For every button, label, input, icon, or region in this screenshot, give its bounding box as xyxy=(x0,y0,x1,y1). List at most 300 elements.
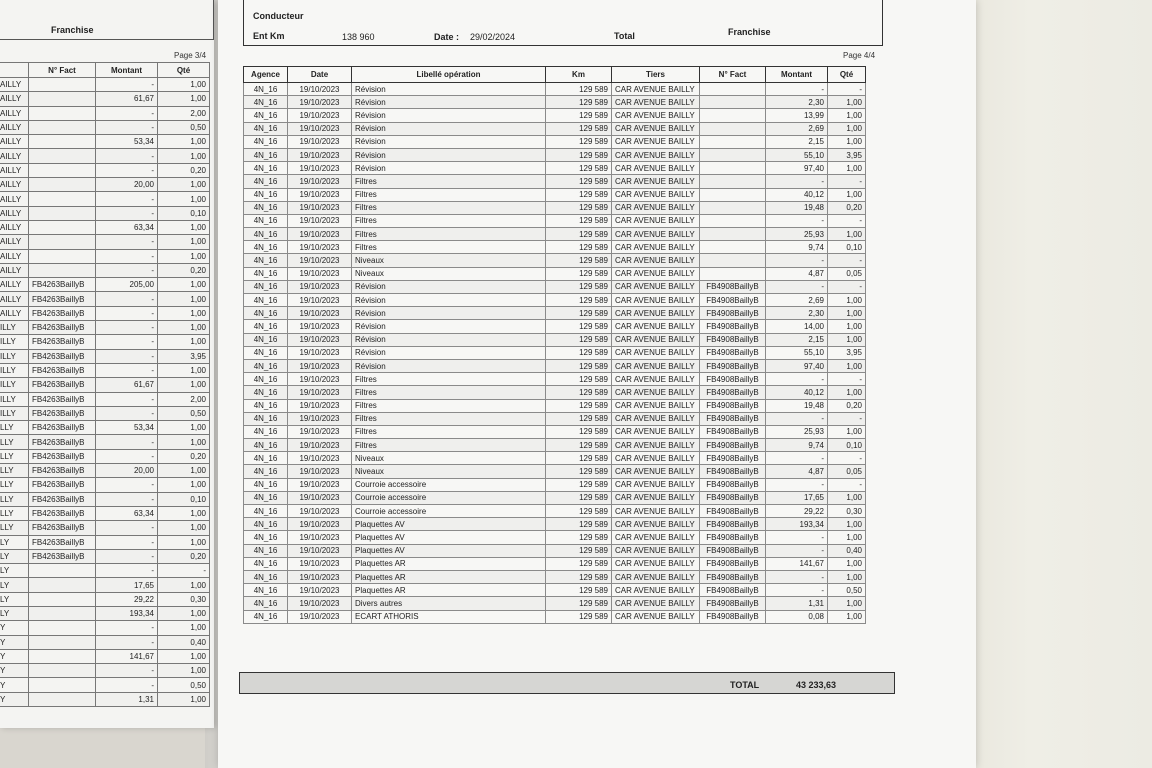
table-row xyxy=(0,292,210,306)
table-cell-agence: 4N_16 xyxy=(244,122,288,135)
table-cell-tiers: CAR AVENUE BAILLY xyxy=(612,333,700,346)
table-cell-tiers: LLY xyxy=(0,421,29,435)
table-cell-fact: FB4908BaillyB xyxy=(700,346,766,359)
table-row xyxy=(0,606,210,620)
table-cell-montant: - xyxy=(766,254,828,267)
table-cell-montant: - xyxy=(96,621,158,635)
table-cell-fact: FB4263BaillyB xyxy=(29,549,96,563)
table-cell-tiers: CAR AVENUE BAILLY xyxy=(612,346,700,359)
table-cell-agence: 4N_16 xyxy=(244,399,288,412)
table-row xyxy=(0,435,210,449)
table-cell-fact xyxy=(29,149,96,163)
table-cell-tiers: CAR AVENUE BAILLY xyxy=(612,201,700,214)
table-cell-date: 19/10/2023 xyxy=(288,254,352,267)
table-cell-km: 129 589 xyxy=(546,280,612,293)
table-cell-montant: 19,48 xyxy=(766,399,828,412)
table-cell-libelle: Révision xyxy=(352,333,546,346)
table-cell-km: 129 589 xyxy=(546,531,612,544)
table-cell-montant: 2,15 xyxy=(766,333,828,346)
table-cell-km: 129 589 xyxy=(546,610,612,623)
table-cell-fact: FB4908BaillyB xyxy=(700,439,766,452)
table-cell-montant: - xyxy=(96,163,158,177)
table-cell-montant: - xyxy=(766,214,828,227)
table-cell-tiers: CAR AVENUE BAILLY xyxy=(612,148,700,161)
table-cell-tiers: CAR AVENUE BAILLY xyxy=(612,531,700,544)
table-cell-qte: 1,00 xyxy=(828,320,866,333)
table-row xyxy=(244,109,866,122)
table-cell-qte: 0,40 xyxy=(828,544,866,557)
table-row xyxy=(0,206,210,220)
table-cell-agence: 4N_16 xyxy=(244,465,288,478)
table-cell-fact: FB4263BaillyB xyxy=(29,306,96,320)
table-cell-qte: 0,50 xyxy=(828,584,866,597)
table-cell-fact: FB4908BaillyB xyxy=(700,610,766,623)
main-page-header xyxy=(243,0,883,46)
table-cell-montant: 20,00 xyxy=(96,178,158,192)
main-page-number: Page 4/4 xyxy=(843,51,876,60)
table-row xyxy=(0,363,210,377)
table-cell-fact xyxy=(29,78,96,92)
table-cell-agence: 4N_16 xyxy=(244,83,288,96)
table-cell-qte: 1,00 xyxy=(828,557,866,570)
table-cell-fact xyxy=(29,192,96,206)
table-row xyxy=(0,664,210,678)
table-cell-fact: FB4908BaillyB xyxy=(700,412,766,425)
table-row xyxy=(0,106,210,120)
table-row xyxy=(244,478,866,491)
table-cell-km: 129 589 xyxy=(546,254,612,267)
table-cell-qte: - xyxy=(828,280,866,293)
table-cell-libelle: Filtres xyxy=(352,228,546,241)
table-cell-fact: FB4908BaillyB xyxy=(700,452,766,465)
table-cell-tiers: CAR AVENUE BAILLY xyxy=(612,175,700,188)
table-cell-tiers: CAR AVENUE BAILLY xyxy=(612,294,700,307)
table-cell-tiers: CAR AVENUE BAILLY xyxy=(612,162,700,175)
table-cell-fact xyxy=(29,635,96,649)
total-row xyxy=(239,672,895,694)
table-cell-montant: 17,65 xyxy=(96,578,158,592)
table-cell-qte: 1,00 xyxy=(158,278,210,292)
table-cell-date: 19/10/2023 xyxy=(288,570,352,583)
table-cell-agence: 4N_16 xyxy=(244,267,288,280)
table-cell-montant: 25,93 xyxy=(766,228,828,241)
table-cell-agence: 4N_16 xyxy=(244,531,288,544)
table-cell-qte: 1,00 xyxy=(158,292,210,306)
total-header-label: Total xyxy=(614,31,635,41)
table-cell-qte: 1,00 xyxy=(158,692,210,706)
table-cell-tiers: CAR AVENUE BAILLY xyxy=(612,135,700,148)
table-cell-montant: - xyxy=(766,83,828,96)
table-cell-km: 129 589 xyxy=(546,175,612,188)
table-row xyxy=(244,148,866,161)
table-cell-date: 19/10/2023 xyxy=(288,412,352,425)
table-cell-montant: 2,69 xyxy=(766,122,828,135)
table-cell-libelle: Filtres xyxy=(352,439,546,452)
table-row xyxy=(0,464,210,478)
table-cell-fact xyxy=(700,162,766,175)
table-row xyxy=(0,649,210,663)
table-cell-fact xyxy=(29,564,96,578)
table-cell-fact: FB4263BaillyB xyxy=(29,292,96,306)
table-cell-tiers: Y xyxy=(0,649,29,663)
table-cell-fact: FB4263BaillyB xyxy=(29,449,96,463)
table-cell-agence: 4N_16 xyxy=(244,439,288,452)
table-row xyxy=(0,492,210,506)
table-cell-montant: - xyxy=(96,235,158,249)
table-cell-tiers: CAR AVENUE BAILLY xyxy=(612,399,700,412)
table-cell-fact: FB4263BaillyB xyxy=(29,421,96,435)
col-header-libelle: Libellé opération xyxy=(352,67,546,83)
table-cell-fact xyxy=(29,92,96,106)
table-cell-fact: FB4263BaillyB xyxy=(29,378,96,392)
table-cell-fact: FB4908BaillyB xyxy=(700,584,766,597)
operations-table xyxy=(243,66,866,624)
table-cell-tiers: CAR AVENUE BAILLY xyxy=(612,597,700,610)
table-cell-qte: 0,10 xyxy=(828,241,866,254)
table-cell-montant: 9,74 xyxy=(766,241,828,254)
table-cell-fact xyxy=(700,96,766,109)
table-cell-libelle: Révision xyxy=(352,294,546,307)
table-cell-date: 19/10/2023 xyxy=(288,518,352,531)
table-cell-date: 19/10/2023 xyxy=(288,214,352,227)
table-cell-qte: 0,20 xyxy=(158,549,210,563)
table-cell-qte: 1,00 xyxy=(828,610,866,623)
table-cell-montant: - xyxy=(766,478,828,491)
table-cell-agence: 4N_16 xyxy=(244,346,288,359)
table-cell-fact: FB4908BaillyB xyxy=(700,294,766,307)
table-cell-date: 19/10/2023 xyxy=(288,491,352,504)
table-cell-montant: 0,08 xyxy=(766,610,828,623)
table-cell-montant: 2,30 xyxy=(766,96,828,109)
table-cell-km: 129 589 xyxy=(546,452,612,465)
table-row xyxy=(244,188,866,201)
table-cell-agence: 4N_16 xyxy=(244,373,288,386)
table-row xyxy=(244,584,866,597)
table-cell-date: 19/10/2023 xyxy=(288,465,352,478)
table-cell-montant: 9,74 xyxy=(766,439,828,452)
table-cell-libelle: Révision xyxy=(352,83,546,96)
table-cell-fact xyxy=(29,135,96,149)
table-cell-libelle: Niveaux xyxy=(352,254,546,267)
table-cell-montant: - xyxy=(96,249,158,263)
table-cell-fact: FB4908BaillyB xyxy=(700,359,766,372)
table-cell-fact xyxy=(29,163,96,177)
table-cell-km: 129 589 xyxy=(546,399,612,412)
table-cell-km: 129 589 xyxy=(546,373,612,386)
left-page-header xyxy=(0,0,214,40)
table-cell-qte: 1,00 xyxy=(158,306,210,320)
table-cell-date: 19/10/2023 xyxy=(288,267,352,280)
table-cell-fact xyxy=(700,267,766,280)
table-cell-tiers: CAR AVENUE BAILLY xyxy=(612,214,700,227)
table-row xyxy=(244,267,866,280)
table-cell-qte: 1,00 xyxy=(828,228,866,241)
table-cell-montant: 20,00 xyxy=(96,464,158,478)
table-row xyxy=(244,83,866,96)
table-cell-qte: 3,95 xyxy=(828,346,866,359)
table-cell-agence: 4N_16 xyxy=(244,280,288,293)
table-cell-tiers: ILLY xyxy=(0,321,29,335)
table-cell-libelle: Filtres xyxy=(352,188,546,201)
table-cell-montant: - xyxy=(96,206,158,220)
table-cell-qte: 1,00 xyxy=(828,109,866,122)
table-cell-qte: 1,00 xyxy=(158,464,210,478)
table-cell-tiers: CAR AVENUE BAILLY xyxy=(612,241,700,254)
table-row xyxy=(244,386,866,399)
table-cell-agence: 4N_16 xyxy=(244,96,288,109)
table-cell-montant: - xyxy=(766,570,828,583)
table-cell-tiers: AILLY xyxy=(0,263,29,277)
table-row xyxy=(244,320,866,333)
table-cell-libelle: Plaquettes AR xyxy=(352,584,546,597)
table-cell-agence: 4N_16 xyxy=(244,478,288,491)
table-cell-qte: 1,00 xyxy=(828,386,866,399)
table-row xyxy=(244,294,866,307)
table-cell-km: 129 589 xyxy=(546,491,612,504)
table-cell-qte: 1,00 xyxy=(158,235,210,249)
table-cell-fact: FB4263BaillyB xyxy=(29,492,96,506)
table-cell-tiers: LLY xyxy=(0,506,29,520)
table-cell-tiers: CAR AVENUE BAILLY xyxy=(612,518,700,531)
table-cell-km: 129 589 xyxy=(546,122,612,135)
table-cell-agence: 4N_16 xyxy=(244,175,288,188)
table-cell-montant: - xyxy=(766,373,828,386)
table-cell-agence: 4N_16 xyxy=(244,109,288,122)
table-cell-montant: 29,22 xyxy=(766,505,828,518)
table-cell-montant: - xyxy=(96,306,158,320)
table-cell-tiers: CAR AVENUE BAILLY xyxy=(612,412,700,425)
table-cell-qte: - xyxy=(158,564,210,578)
table-cell-tiers: CAR AVENUE BAILLY xyxy=(612,584,700,597)
table-cell-qte: 1,00 xyxy=(158,535,210,549)
table-cell-qte: - xyxy=(828,175,866,188)
table-row xyxy=(0,692,210,706)
table-cell-km: 129 589 xyxy=(546,109,612,122)
table-cell-qte: 1,00 xyxy=(828,96,866,109)
table-cell-fact: FB4908BaillyB xyxy=(700,307,766,320)
table-cell-qte: 1,00 xyxy=(158,335,210,349)
table-cell-libelle: Filtres xyxy=(352,373,546,386)
table-row xyxy=(0,378,210,392)
table-cell-date: 19/10/2023 xyxy=(288,544,352,557)
table-cell-fact: FB4263BaillyB xyxy=(29,406,96,420)
table-cell-qte: 1,00 xyxy=(158,421,210,435)
table-cell-qte: 0,30 xyxy=(158,592,210,606)
table-cell-montant: 205,00 xyxy=(96,278,158,292)
table-row xyxy=(0,178,210,192)
table-cell-libelle: Révision xyxy=(352,148,546,161)
table-cell-qte: 1,00 xyxy=(158,649,210,663)
table-cell-km: 129 589 xyxy=(546,597,612,610)
table-cell-qte: 0,50 xyxy=(158,678,210,692)
table-cell-km: 129 589 xyxy=(546,188,612,201)
table-cell-qte: 1,00 xyxy=(828,122,866,135)
operations-table-body xyxy=(244,83,866,624)
table-cell-fact xyxy=(29,692,96,706)
table-cell-montant: - xyxy=(96,392,158,406)
table-cell-date: 19/10/2023 xyxy=(288,148,352,161)
table-cell-tiers: AILLY xyxy=(0,292,29,306)
table-cell-tiers: CAR AVENUE BAILLY xyxy=(612,307,700,320)
table-cell-km: 129 589 xyxy=(546,465,612,478)
table-cell-fact xyxy=(29,263,96,277)
table-cell-montant: - xyxy=(96,535,158,549)
table-cell-qte: 1,00 xyxy=(828,359,866,372)
left-header-franchise: Franchise xyxy=(51,25,94,35)
table-cell-tiers: CAR AVENUE BAILLY xyxy=(612,122,700,135)
table-cell-qte: 0,40 xyxy=(158,635,210,649)
table-cell-km: 129 589 xyxy=(546,294,612,307)
table-cell-montant: 55,10 xyxy=(766,148,828,161)
table-cell-fact: FB4263BaillyB xyxy=(29,521,96,535)
table-cell-qte: 1,00 xyxy=(158,78,210,92)
ent-km-label: Ent Km xyxy=(253,31,285,41)
table-cell-fact: FB4263BaillyB xyxy=(29,349,96,363)
table-cell-tiers: CAR AVENUE BAILLY xyxy=(612,386,700,399)
table-cell-fact xyxy=(29,649,96,663)
table-cell-tiers: CAR AVENUE BAILLY xyxy=(612,320,700,333)
table-cell-montant: 55,10 xyxy=(766,346,828,359)
table-cell-date: 19/10/2023 xyxy=(288,425,352,438)
table-cell-km: 129 589 xyxy=(546,162,612,175)
table-cell-tiers: ILLY xyxy=(0,349,29,363)
table-cell-agence: 4N_16 xyxy=(244,412,288,425)
table-cell-fact xyxy=(29,206,96,220)
table-cell-fact: FB4908BaillyB xyxy=(700,544,766,557)
table-cell-tiers: CAR AVENUE BAILLY xyxy=(612,505,700,518)
table-cell-km: 129 589 xyxy=(546,228,612,241)
table-cell-tiers: LY xyxy=(0,535,29,549)
table-cell-fact: FB4908BaillyB xyxy=(700,518,766,531)
table-cell-libelle: ECART ATHORIS xyxy=(352,610,546,623)
table-row xyxy=(0,349,210,363)
table-cell-libelle: Révision xyxy=(352,280,546,293)
table-cell-tiers: AILLY xyxy=(0,78,29,92)
table-cell-km: 129 589 xyxy=(546,135,612,148)
table-cell-libelle: Révision xyxy=(352,162,546,175)
table-cell-fact: FB4263BaillyB xyxy=(29,335,96,349)
table-cell-qte: 1,00 xyxy=(828,307,866,320)
table-cell-montant: 4,87 xyxy=(766,267,828,280)
table-cell-montant: - xyxy=(96,406,158,420)
left-col-header-fact: N° Fact xyxy=(29,63,96,78)
table-cell-tiers: AILLY xyxy=(0,92,29,106)
table-cell-qte: 1,00 xyxy=(158,249,210,263)
table-cell-montant: - xyxy=(96,664,158,678)
table-cell-montant: - xyxy=(766,544,828,557)
table-cell-libelle: Révision xyxy=(352,96,546,109)
table-cell-qte: 1,00 xyxy=(828,597,866,610)
left-page-number: Page 3/4 xyxy=(174,51,207,60)
table-cell-qte: 2,00 xyxy=(158,392,210,406)
table-cell-qte: 0,20 xyxy=(158,449,210,463)
table-cell-libelle: Niveaux xyxy=(352,465,546,478)
table-cell-date: 19/10/2023 xyxy=(288,175,352,188)
table-cell-km: 129 589 xyxy=(546,425,612,438)
table-cell-libelle: Courroie accessoire xyxy=(352,491,546,504)
table-row xyxy=(0,135,210,149)
table-row xyxy=(244,96,866,109)
table-cell-tiers: LY xyxy=(0,578,29,592)
table-cell-montant: 193,34 xyxy=(766,518,828,531)
table-cell-qte: - xyxy=(828,452,866,465)
table-cell-date: 19/10/2023 xyxy=(288,109,352,122)
table-cell-libelle: Niveaux xyxy=(352,267,546,280)
table-cell-tiers: AILLY xyxy=(0,249,29,263)
table-cell-qte: 1,00 xyxy=(828,162,866,175)
table-cell-montant: - xyxy=(96,521,158,535)
table-cell-qte: 1,00 xyxy=(158,578,210,592)
table-row xyxy=(0,278,210,292)
table-cell-km: 129 589 xyxy=(546,584,612,597)
table-row xyxy=(0,392,210,406)
table-cell-fact: FB4263BaillyB xyxy=(29,478,96,492)
table-row xyxy=(0,621,210,635)
table-cell-tiers: ILLY xyxy=(0,335,29,349)
table-row xyxy=(244,307,866,320)
table-cell-agence: 4N_16 xyxy=(244,386,288,399)
franchise-header-label: Franchise xyxy=(728,27,771,37)
left-table-body xyxy=(0,78,210,707)
table-cell-date: 19/10/2023 xyxy=(288,452,352,465)
table-row xyxy=(244,570,866,583)
table-row xyxy=(0,678,210,692)
table-cell-tiers: CAR AVENUE BAILLY xyxy=(612,465,700,478)
table-cell-montant: - xyxy=(96,363,158,377)
table-cell-fact xyxy=(700,109,766,122)
table-cell-date: 19/10/2023 xyxy=(288,531,352,544)
table-cell-montant: 53,34 xyxy=(96,421,158,435)
table-cell-km: 129 589 xyxy=(546,201,612,214)
table-cell-tiers: LLY xyxy=(0,464,29,478)
table-cell-qte: 1,00 xyxy=(828,188,866,201)
table-cell-montant: - xyxy=(96,349,158,363)
table-cell-tiers: LY xyxy=(0,606,29,620)
table-cell-libelle: Plaquettes AV xyxy=(352,518,546,531)
table-cell-date: 19/10/2023 xyxy=(288,228,352,241)
table-cell-agence: 4N_16 xyxy=(244,518,288,531)
table-cell-montant: 17,65 xyxy=(766,491,828,504)
table-cell-tiers: AILLY xyxy=(0,220,29,234)
table-cell-tiers: LY xyxy=(0,592,29,606)
table-cell-qte: 1,00 xyxy=(158,363,210,377)
table-cell-date: 19/10/2023 xyxy=(288,135,352,148)
table-row xyxy=(0,92,210,106)
table-cell-montant: - xyxy=(766,531,828,544)
left-col-header-qte: Qté xyxy=(158,63,210,78)
table-cell-km: 129 589 xyxy=(546,267,612,280)
table-cell-tiers: CAR AVENUE BAILLY xyxy=(612,373,700,386)
table-cell-qte: - xyxy=(828,254,866,267)
table-cell-tiers: ILLY xyxy=(0,406,29,420)
table-cell-agence: 4N_16 xyxy=(244,491,288,504)
table-cell-fact xyxy=(29,621,96,635)
table-cell-qte: 0,10 xyxy=(158,492,210,506)
table-cell-fact: FB4263BaillyB xyxy=(29,392,96,406)
date-label: Date : xyxy=(434,32,460,42)
table-cell-montant: 141,67 xyxy=(766,557,828,570)
table-cell-date: 19/10/2023 xyxy=(288,188,352,201)
col-header-agence: Agence xyxy=(244,67,288,83)
table-cell-montant: - xyxy=(96,120,158,134)
table-cell-agence: 4N_16 xyxy=(244,228,288,241)
table-row xyxy=(0,406,210,420)
table-cell-montant: - xyxy=(96,192,158,206)
left-col-header-tiers xyxy=(0,63,29,78)
table-cell-agence: 4N_16 xyxy=(244,148,288,161)
table-cell-montant: 2,69 xyxy=(766,294,828,307)
table-cell-fact xyxy=(29,592,96,606)
